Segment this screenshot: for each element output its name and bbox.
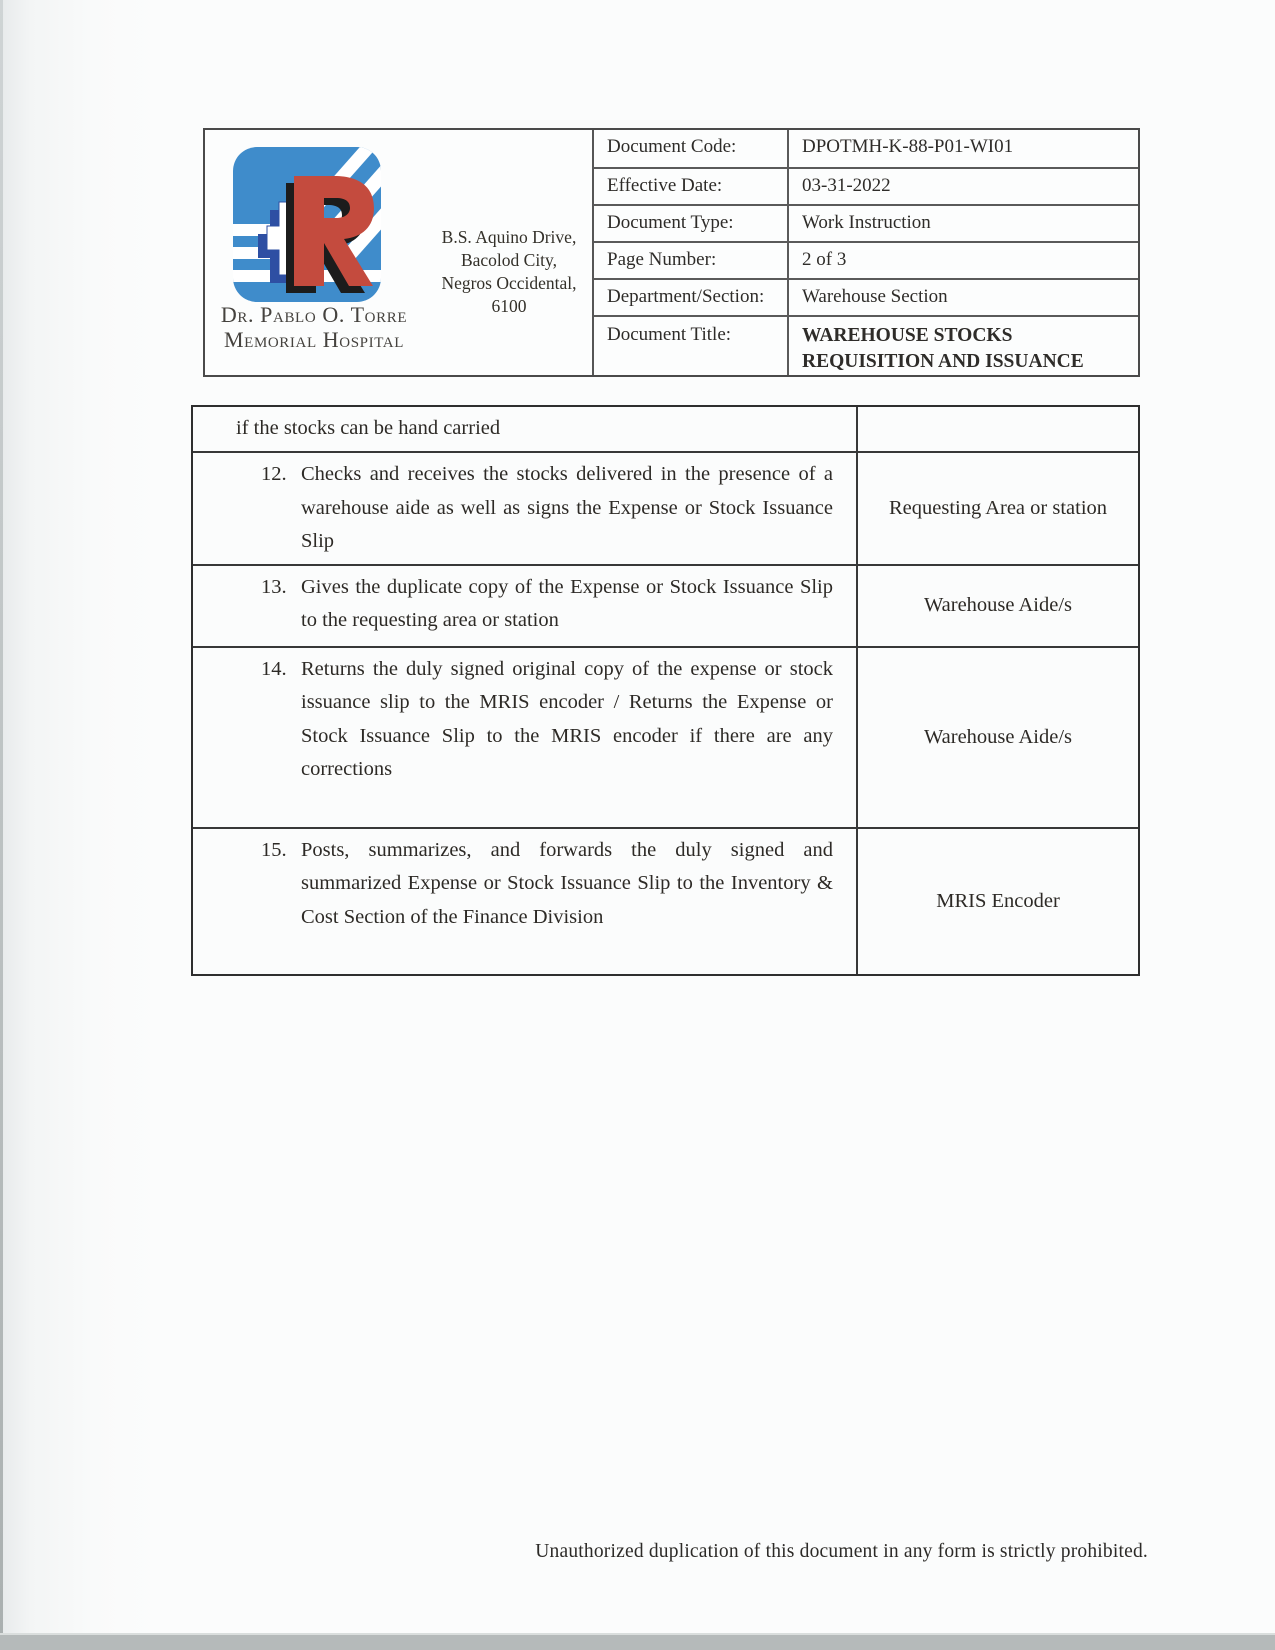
document-meta-table (594, 130, 1138, 375)
department-section-value: Warehouse Section (802, 286, 948, 307)
meta-label: Effective Date: (594, 169, 789, 204)
meta-row-document-title (594, 315, 1138, 375)
step-text: Gives the duplicate copy of the Expense or Stock Issuance Slip to the requesting area or station (301, 575, 833, 631)
step-text: Returns the duly signed original copy of the expense or stock issuance slip to the MRIS encoder / Returns the Expense or Stock Issuance Slip to the MRIS encoder if there are any corrections (301, 657, 833, 780)
step-responsible: MRIS Encoder (936, 889, 1060, 912)
step-text: Checks and receives the stocks delivered in the presence of a warehouse aide as well as signs the Expense or Stock Issuance Slip (301, 463, 833, 552)
meta-row-page-number (594, 241, 1138, 278)
table-row (193, 451, 1138, 564)
table-row (193, 407, 1138, 451)
hospital-identity-cell (205, 130, 594, 375)
step-responsible: Warehouse Aide/s (923, 594, 1073, 616)
hospital-name-line2: Memorial Hospital (224, 327, 404, 352)
address-line: B.S. Aquino Drive, (441, 227, 577, 247)
meta-label: Document Title: (594, 317, 789, 375)
scan-shadow-left-edge (0, 0, 3, 1650)
step-description (193, 648, 858, 827)
step-number: 13. (261, 575, 287, 598)
address-line: Bacolod City, (460, 250, 558, 270)
step-number: 14. (261, 657, 287, 680)
step-responsible: Warehouse Aide/s (923, 725, 1073, 748)
table-row (193, 827, 1138, 974)
document-type-value: Work Instruction (802, 212, 931, 233)
step-responsible: Requesting Area or station (888, 496, 1108, 519)
meta-row-document-code (594, 130, 1138, 167)
page-number-value: 2 of 3 (802, 249, 847, 270)
step-description (193, 453, 858, 564)
step-text: Posts, summarizes, and forwards the duly signed and summarized Expense or Stock Issuance Slip to the Inventory & Cost Section of the Finance Division (301, 838, 833, 928)
step-responsible (858, 407, 1138, 451)
hospital-address (433, 226, 585, 318)
effective-date-value: 03-31-2022 (802, 175, 891, 196)
meta-label: Document Code: (594, 130, 789, 167)
meta-row-department-section (594, 278, 1138, 315)
step-description (193, 829, 858, 974)
step-number: 12. (261, 463, 287, 485)
address-line: Negros Occidental, (441, 273, 577, 293)
hospital-name (205, 302, 423, 352)
scan-shadow-bottom-edge (0, 1633, 1275, 1650)
table-row (193, 646, 1138, 827)
table-row (193, 564, 1138, 646)
step-description (193, 407, 858, 451)
document-header-table (203, 128, 1140, 377)
step-text: if the stocks can be hand carried (236, 417, 501, 439)
address-line: 6100 (491, 296, 527, 316)
hospital-logo-icon (232, 146, 382, 303)
meta-label: Page Number: (594, 243, 789, 278)
meta-label: Document Type: (594, 206, 789, 241)
confidentiality-notice: Unauthorized duplication of this document in any form is strictly prohibited. (535, 1541, 1148, 1562)
meta-row-document-type (594, 204, 1138, 241)
procedure-table (191, 405, 1140, 976)
meta-row-effective-date (594, 167, 1138, 204)
hospital-name-line1: Dr. Pablo O. Torre (220, 302, 408, 327)
document-code-value: DPOTMH-K-88-P01-WI01 (802, 136, 1014, 157)
step-description (193, 566, 858, 646)
step-number: 15. (261, 838, 287, 861)
meta-label: Department/Section: (594, 280, 789, 315)
document-title-value: WAREHOUSE STOCKS REQUISITION AND ISSUANCE (802, 325, 1084, 372)
